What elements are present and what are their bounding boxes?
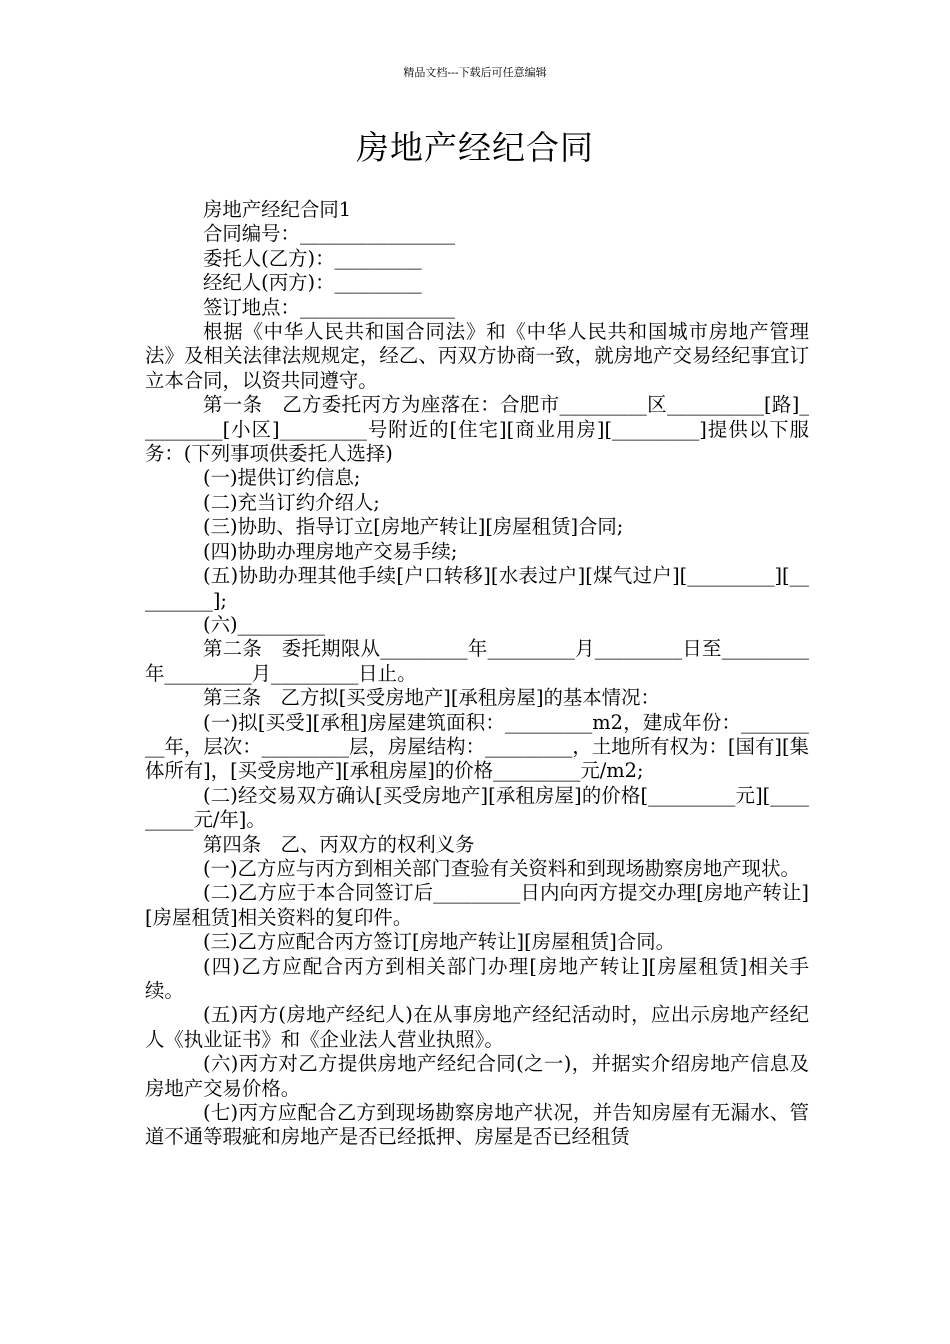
paragraph: (三)乙方应配合丙方签订[房地产转让][房屋租赁]合同。: [203, 930, 675, 954]
document-body: [145, 198, 809, 1150]
paragraph: (六)_________: [203, 612, 325, 636]
paragraph: 委托人(乙方)：_________: [203, 246, 422, 270]
paragraph: 第四条 乙、丙双方的权利义务: [203, 832, 475, 856]
paragraph: (一)拟[买受][承租]房屋建筑面积：_________m2，建成年份：_________年，层次：_________层，房屋结构：_________，土地所有权为：[国有][集体所有]，[买受房地产][承租房屋]的价格_________元/m2;: [145, 710, 809, 783]
paragraph: (三)协助、指导订立[房地产转让][房屋租赁]合同;: [203, 515, 624, 539]
paragraph: (二)乙方应于本合同签订后_________日内向丙方提交办理[房地产转让][房屋租赁]相关资料的复印件。: [145, 881, 809, 929]
document-title: 房地产经纪合同: [356, 128, 594, 167]
paragraph: (五)丙方(房地产经纪人)在从事房地产经纪活动时，应出示房地产经纪人《执业证书》和《企业法人营业执照》。: [145, 1003, 809, 1051]
paragraph: (四)协助办理房地产交易手续;: [203, 539, 458, 563]
paragraph: (二)充当订约介绍人;: [203, 490, 380, 514]
paragraph: 合同编号：________________: [203, 222, 456, 246]
paragraph: (六)丙方对乙方提供房地产经纪合同(之一)，并据实介绍房地产信息及房地产交易价格。: [145, 1052, 809, 1100]
paragraph: (五)协助办理其他手续[户口转移][水表过户][煤气过户][_________][_________];: [145, 564, 809, 612]
header-note: 精品文档---下载后可任意编辑: [403, 66, 547, 79]
paragraph: (二)经交易双方确认[买受房地产][承租房屋]的价格[_________元][_________元/年]。: [145, 783, 809, 832]
paragraph: 签订地点：________________: [203, 295, 456, 319]
paragraph: 第二条 委托期限从_________年_________月_________日至_________年_________月_________日止。: [145, 637, 809, 685]
paragraph: 第三条 乙方拟[买受房地产][承租房屋]的基本情况：: [203, 686, 660, 710]
paragraph: 根据《中华人民共和国合同法》和《中华人民共和国城市房地产管理法》及相关法律法规规定，经乙、丙双方协商一致，就房地产交易经纪事宜订立本合同，以资共同遵守。: [145, 320, 809, 392]
paragraph: (四)乙方应配合丙方到相关部门办理[房地产转让][房屋租赁]相关手续。: [145, 954, 809, 1002]
paragraph: (一)提供订约信息;: [203, 466, 361, 490]
paragraph: 经纪人(丙方)：_________: [203, 271, 422, 295]
paragraph: (一)乙方应与丙方到相关部门查验有关资料和到现场勘察房地产现状。: [203, 856, 800, 880]
paragraph: 房地产经纪合同1: [203, 198, 352, 221]
paragraph: 第一条 乙方委托丙方为座落在：合肥市_________区__________[路]_________[小区]_________号附近的[住宅][商业用房][_________]提供以下服务：(下列事项供委托人选择): [145, 393, 809, 466]
paragraph: (七)丙方应配合乙方到现场勘察房地产状况，并告知房屋有无漏水、管道不通等瑕疵和房地产是否已经抵押、房屋是否已经租赁: [145, 1101, 809, 1149]
